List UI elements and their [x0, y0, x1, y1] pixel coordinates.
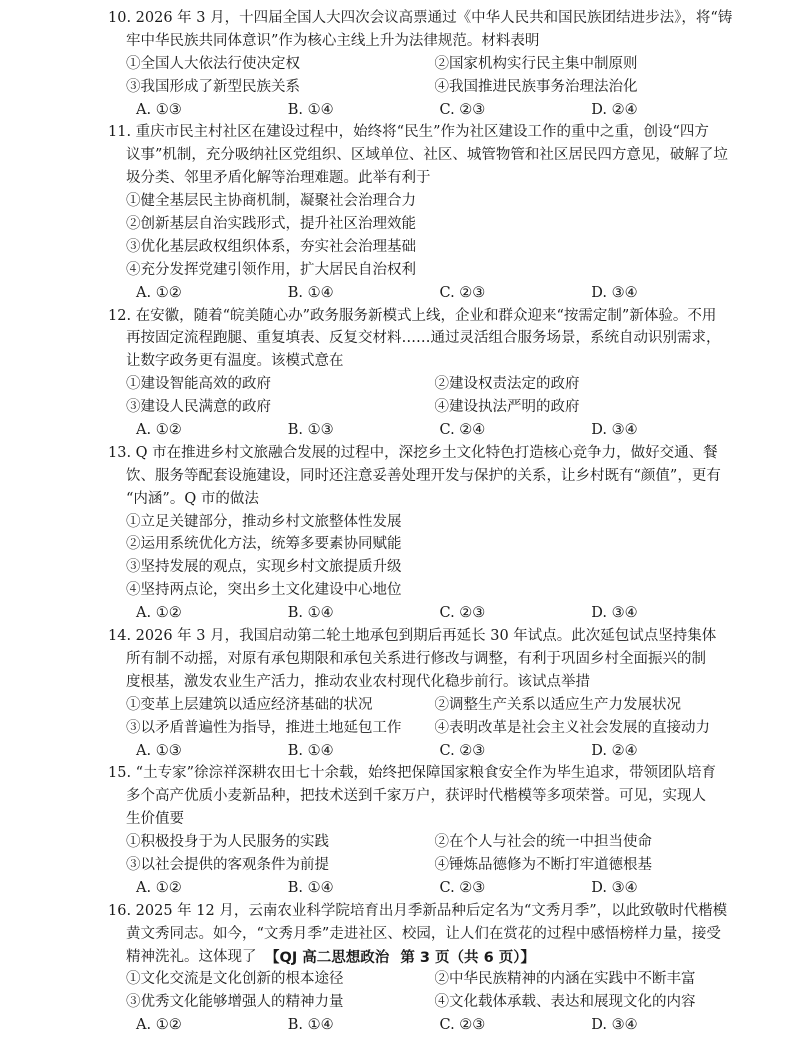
- answer-choice: D. ③④: [591, 284, 638, 301]
- answer-choice: B. ①④: [287, 284, 334, 301]
- answer-choices: [108, 877, 743, 900]
- answer-choice: D. ③④: [591, 605, 638, 622]
- option-statement: ③坚持发展的观点，实现乡村文旅提质升级: [126, 559, 402, 576]
- question-stem-first-line: 14. 2026 年 3 月，我国启动第二轮土地承包到期后再延长 30 年试点。此次延包试点坚持集体: [108, 628, 717, 645]
- answer-choice: B. ①④: [287, 879, 334, 896]
- question-block: [108, 305, 743, 442]
- answer-choice: C. ②③: [439, 742, 486, 759]
- answer-choice: B. ①④: [287, 101, 334, 118]
- answer-choice: A. ①②: [136, 879, 182, 896]
- option-row: [108, 694, 743, 717]
- question-stem-first-line: 11. 重庆市民主村社区在建设过程中，始终将“民生”作为社区建设工作的重中之重，创设“四方: [108, 124, 709, 141]
- answer-choice: A. ①②: [136, 1017, 182, 1034]
- footer-subject: 【QJ 高二思想政治: [265, 950, 390, 966]
- option-statement: ①文化交流是文化创新的根本途径: [126, 971, 344, 988]
- option-statement: ④坚持两点论，突出乡土文化建设中心地位: [126, 582, 402, 599]
- answer-choice: B. ①④: [287, 1017, 334, 1034]
- question-block: [108, 900, 743, 1037]
- answer-choice: C. ②③: [439, 284, 486, 301]
- answer-choices: [108, 419, 743, 442]
- option-statement: ③以社会提供的客观条件为前提: [126, 856, 329, 873]
- answer-choices: [108, 99, 743, 122]
- option-statement: ④表明改革是社会主义社会发展的直接动力: [434, 719, 710, 736]
- question-stem-line: 牢中华民族共同体意识”作为核心主线上升为法律规范。材料表明: [126, 32, 540, 49]
- question-stem-first-line: 15. “土专家”徐淙祥深耕农田七十余载，始终把保障国家粮食安全作为毕生追求，带领团队培育: [108, 765, 716, 782]
- question-stem-line: 多个高产优质小麦新品种，把技术送到千家万户，获评时代楷模等多项荣誉。可见，实现人: [126, 788, 706, 805]
- answer-choices: [108, 740, 743, 763]
- option-statement: ④建设执法严明的政府: [434, 399, 580, 416]
- question-stem-line: 再按固定流程跑腿、重复填表、反复交材料……通过灵活组合服务场景，系统自动识别需求，: [126, 330, 721, 347]
- option-statement: ①变革上层建筑以适应经济基础的状况: [126, 696, 373, 713]
- question-stem-first-line: 12. 在安徽，随着“皖美随心办”政务服务新模式上线，企业和群众迎来“按需定制”新体验。不用: [108, 307, 717, 324]
- option-statement: ③优化基层政权组织体系，夯实社会治理基础: [126, 238, 416, 255]
- option-statement: ①立足关键部分，推动乡村文旅整体性发展: [126, 513, 402, 530]
- answer-choice: A. ①②: [136, 422, 182, 439]
- question-block: [108, 7, 743, 121]
- option-statement: ④充分发挥党建引领作用，扩大居民自治权利: [126, 261, 416, 278]
- question-stem-first-line: 16. 2025 年 12 月，云南农业科学院培育出月季新品种后定名为“文秀月季”，以此致敬时代楷模: [108, 902, 728, 919]
- page-footer: [0, 946, 800, 967]
- option-row: [108, 991, 743, 1014]
- option-row: [108, 396, 743, 419]
- answer-choice: D. ③④: [591, 879, 638, 896]
- question-stem-line: 度根基，激发农业生产活力，推动农业农村现代化稳步前行。该试点举措: [126, 673, 590, 690]
- answer-choice: C. ②③: [439, 879, 486, 896]
- question-stem-line: 让数字政务更有温度。该模式意在: [126, 353, 344, 370]
- question-block: [108, 762, 743, 899]
- question-block: [108, 121, 743, 304]
- option-statement: ③我国形成了新型民族关系: [126, 78, 300, 95]
- answer-choice: A. ①②: [136, 284, 182, 301]
- option-row: [108, 717, 743, 740]
- answer-choice: C. ②③: [439, 605, 486, 622]
- question-stem-line: “内涵”。Q 市的做法: [126, 490, 259, 507]
- option-statement: ②运用系统优化方法，统筹多要素协同赋能: [126, 536, 402, 553]
- option-row: [108, 373, 743, 396]
- answer-choice: B. ①④: [287, 742, 334, 759]
- question-stem-line: 黄文秀同志。如今，“文秀月季”走进社区、校园，让人们在赏花的过程中感悟榜样力量，接受: [126, 925, 721, 942]
- option-statement: ③以矛盾普遍性为指导，推进土地延包工作: [126, 719, 402, 736]
- option-statement: ④锤炼品德修为不断打牢道德根基: [434, 856, 652, 873]
- question-stem-first-line: 10. 2026 年 3 月，十四届全国人大四次会议高票通过《中华人民共和国民族团结进步法》，将“铸: [108, 10, 733, 26]
- option-statement: ②调整生产关系以适应生产力发展状况: [434, 696, 681, 713]
- option-statement: ②国家机构实行民主集中制原则: [434, 55, 638, 72]
- question-stem-line: 圾分类、邻里矛盾化解等治理难题。此举有利于: [126, 170, 431, 187]
- question-stem-line: 议事”机制，充分吸纳社区党组织、区域单位、社区、城管物管和社区居民四方意见，破解了垃: [126, 147, 728, 164]
- question-list: [108, 7, 743, 1037]
- answer-choice: C. ②④: [439, 422, 486, 439]
- footer-page-number: 第 3 页（共 6 页）】: [400, 950, 535, 966]
- question-stem-line: 精神洗礼。这体现了: [126, 948, 257, 965]
- question-stem-line: 生价值要: [126, 811, 184, 828]
- answer-choice: B. ①④: [287, 605, 334, 622]
- option-statement: ④文化载体承载、表达和展现文化的内容: [434, 994, 696, 1011]
- answer-choice: D. ③④: [591, 422, 638, 439]
- option-statement: ①健全基层民主协商机制，凝聚社会治理合力: [126, 193, 416, 210]
- option-statement: ②在个人与社会的统一中担当使命: [434, 834, 652, 851]
- option-statement: ①建设智能高效的政府: [126, 376, 271, 393]
- answer-choice: B. ①③: [287, 422, 334, 439]
- answer-choice: A. ①③: [136, 742, 182, 759]
- option-statement: ②中华民族精神的内涵在实践中不断丰富: [434, 971, 696, 988]
- answer-choice: D. ③④: [591, 1017, 638, 1034]
- question-stem-line: 饮、服务等配套设施建设，同时还注意妥善处理开发与保护的关系，让乡村既有“颜值”，更有: [126, 467, 721, 484]
- option-statement: ②创新基层自治实践形式，提升社区治理效能: [126, 216, 416, 233]
- answer-choice: D. ②④: [591, 742, 638, 759]
- answer-choice: A. ①③: [136, 101, 182, 118]
- option-row: [108, 53, 743, 76]
- option-statement: ④我国推进民族事务治理法治化: [434, 78, 638, 95]
- answer-choices: [108, 1014, 743, 1037]
- answer-choices: [108, 282, 743, 305]
- option-statement: ①全国人大依法行使决定权: [126, 55, 300, 72]
- answer-choice: A. ①②: [136, 605, 182, 622]
- question-stem-line: 所有制不动摇，对原有承包期限和承包关系进行修改与调整，有利于巩固乡村全面振兴的制: [126, 650, 706, 667]
- option-statement: ③建设人民满意的政府: [126, 399, 271, 416]
- option-row: [108, 831, 743, 854]
- option-statement: ③优秀文化能够增强人的精神力量: [126, 994, 344, 1011]
- question-stem-first-line: 13. Q 市在推进乡村文旅融合发展的过程中，深挖乡土文化特色打造核心竞争力，做好交通、餐: [108, 444, 718, 461]
- option-statement: ①积极投身于为人民服务的实践: [126, 834, 329, 851]
- option-statement: ②建设权责法定的政府: [434, 376, 580, 393]
- answer-choices: [108, 602, 743, 625]
- option-row: [108, 76, 743, 99]
- option-row: [108, 968, 743, 991]
- answer-choice: C. ②③: [439, 1017, 486, 1034]
- answer-choice: D. ②④: [591, 101, 638, 118]
- option-row: [108, 854, 743, 877]
- question-block: [108, 442, 743, 625]
- question-block: [108, 625, 743, 762]
- answer-choice: C. ②③: [439, 101, 486, 118]
